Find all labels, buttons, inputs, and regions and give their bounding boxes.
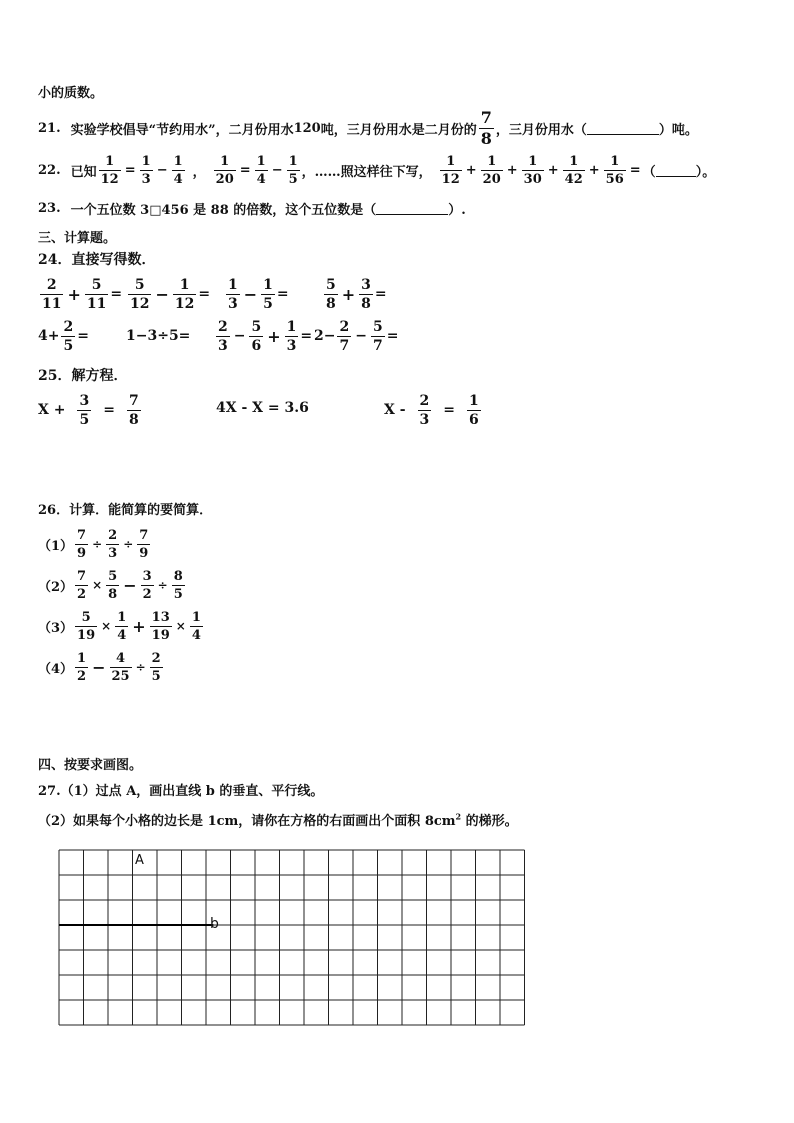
q22-e1-c: $\frac{1}{4}$: [173, 153, 183, 187]
q22-text-c: （: [642, 164, 656, 180]
q21-text-a: 实验学校倡导“节约用水”，二月份用水: [70, 122, 294, 138]
q22-text-d: ）。: [695, 164, 716, 180]
q22-text-a: 已知: [70, 164, 97, 180]
q23-text: 一个五位数 3□456 是 88 的倍数，这个五位数是（: [70, 202, 377, 218]
q22-e2-c: $\frac{1}{5}$: [288, 153, 298, 187]
q24-r1-item-3: $\frac{1}{3}$ − $\frac{1}{5}$ =: [228, 276, 289, 312]
q24-r1-item-1: $\frac{2}{11}$ + $\frac{5}{11}$ =: [42, 276, 123, 312]
q21-fraction: $\frac{7}{8}$: [480, 107, 492, 148]
q27-line-2: （2）如果每个小格的边长是 1cm，请你在方格的右面画出个面积 $8cm^2$ 的梯形。: [38, 811, 518, 829]
point-a-label: A: [135, 853, 144, 868]
q27-line-1: 27.（1）过点 A，画出直线 b 的垂直、平行线。: [38, 784, 324, 799]
q24-r2-item-2: 1−3÷5=: [126, 328, 191, 344]
section-3-heading: 三、计算题。: [38, 231, 117, 246]
q24-title: 24．直接写得数．: [38, 252, 156, 268]
q26-part-3: （3） $\frac{5}{19}$ × $\frac{1}{4}$ + $\frac{13}{19}$ × $\frac{1}{4}$: [38, 609, 201, 643]
q21-answer-blank[interactable]: [587, 122, 659, 135]
q23-end: ）.: [448, 202, 466, 218]
q26-title: 26．计算．能简算的要简算．: [38, 503, 213, 518]
q22-e1-a: $\frac{1}{12}$: [100, 153, 119, 187]
q23-number: 23.: [38, 200, 61, 216]
q24-r1-item-2: $\frac{5}{12}$ − $\frac{1}{12}$ =: [130, 276, 211, 312]
section-4-heading: 四、按要求画图。: [38, 758, 143, 773]
q24-r2-item-4: 2− $\frac{2}{7}$ − $\frac{5}{7}$ =: [314, 318, 399, 354]
q22-text-b: ，……照这样往下写，: [301, 164, 432, 180]
q22-number: 22.: [38, 162, 61, 178]
q22-e2-b: $\frac{1}{4}$: [256, 153, 266, 187]
q22-sum-5: $\frac{1}{56}$: [605, 153, 624, 187]
q26-part-2: （2） $\frac{7}{2}$ × $\frac{5}{8}$ − $\frac{3}{2}$ ÷ $\frac{8}{5}$: [38, 568, 183, 602]
grid-svg[interactable]: [58, 848, 528, 1030]
q22-sum-2: $\frac{1}{20}$: [482, 153, 501, 187]
q22-answer-blank[interactable]: [656, 164, 696, 177]
q25-equation-1: X + $\frac{3}{5}$ = $\frac{7}{8}$: [38, 392, 139, 428]
line-b-label: b: [210, 916, 219, 932]
question-21: [38, 107, 698, 148]
q22-sum-4: $\frac{1}{42}$: [564, 153, 583, 187]
q24-r1-item-4: $\frac{5}{8}$ + $\frac{3}{8}$ =: [326, 276, 387, 312]
q21-text-c: ，三月份用水（: [495, 122, 587, 138]
q22-sum-1: $\frac{1}{12}$: [441, 153, 460, 187]
drawing-grid[interactable]: [58, 848, 528, 1034]
q25-title: 25．解方程．: [38, 368, 128, 384]
q23-answer-blank[interactable]: [376, 202, 448, 215]
q22-sum-3: $\frac{1}{30}$: [523, 153, 542, 187]
q26-part-4: （4） $\frac{1}{2}$ − $\frac{4}{25}$ ÷ $\frac{2}{5}$: [38, 650, 161, 684]
q24-r2-item-3: $\frac{2}{3}$ − $\frac{5}{6}$ + $\frac{1}{3}$ =: [218, 318, 313, 354]
q22-e1-b: $\frac{1}{3}$: [141, 153, 151, 187]
q24-r2-item-1: 4+ $\frac{2}{5}$ =: [38, 318, 89, 354]
q21-text-d: ）吨。: [658, 122, 698, 138]
q22-e2-a: $\frac{1}{20}$: [215, 153, 234, 187]
q20-tail: 小的质数。: [38, 86, 104, 101]
question-23: [38, 198, 466, 218]
question-22: 22. 已知 $\frac{1}{12}$ = $\frac{1}{3}$ − $\frac{1}{4}$ ， $\frac{1}{20}$ = $\frac{1}{4}$ − $\frac{1}{5}$ ，……照这样往下写， $\frac{1}{12}$ + $\frac{1}{20}$ + $\frac{1}{30}$ + $\frac{1}{42}$ + $\frac{1}{56}$ = （ ）。: [38, 153, 716, 187]
q21-amount: 120: [293, 120, 321, 136]
q21-text-b: 吨，三月份用水是二月份的: [320, 122, 477, 138]
q25-equation-2: 4X - X = 3.6: [216, 400, 309, 416]
q21-number: 21.: [38, 120, 61, 136]
q26-part-1: （1） $\frac{7}{9}$ ÷ $\frac{2}{3}$ ÷ $\frac{7}{9}$: [38, 527, 149, 561]
q25-equation-3: X - $\frac{2}{3}$ = $\frac{1}{6}$: [384, 392, 479, 428]
